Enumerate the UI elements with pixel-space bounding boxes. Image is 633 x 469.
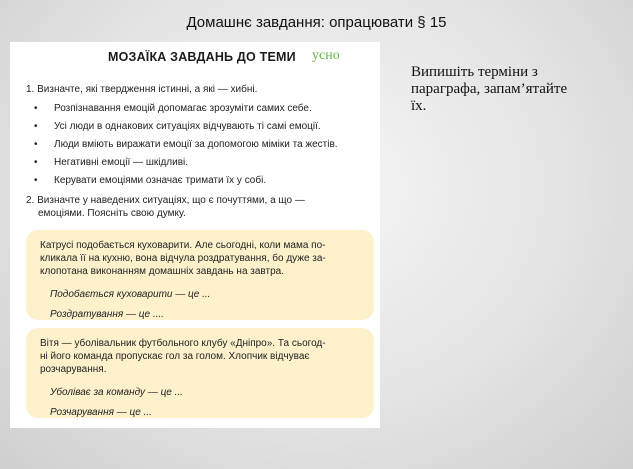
situation-1-line-2: кликала її на кухню, вона відчула роздратування, бо дуже за- bbox=[40, 253, 326, 265]
side-note-line-1: Випишіть терміни з bbox=[411, 64, 538, 80]
statement-item: • Негативні емоції — шкідливі. bbox=[26, 156, 376, 174]
side-note bbox=[411, 64, 611, 115]
side-note-line-3: їх. bbox=[411, 98, 427, 114]
situation-1-line-1: Катрусі подобається куховарити. Але сьогодні, коли мама по- bbox=[40, 240, 326, 251]
situation-1-answer-1: Подобається куховарити — це ... bbox=[50, 288, 211, 300]
statement-item: • Керувати емоціями означає тримати їх у собі. bbox=[26, 174, 376, 192]
slide-title: Домашнє завдання: опрацювати § 15 bbox=[186, 14, 447, 31]
situation-2-answer-2: Розчарування — це ... bbox=[50, 406, 152, 418]
statement-item: • Розпізнавання емоцій допомагає зрозуміти самих себе. bbox=[26, 102, 376, 120]
statement-list bbox=[26, 102, 376, 192]
oral-tag: усно bbox=[312, 48, 340, 63]
situation-2-line-3: розчарування. bbox=[40, 364, 107, 376]
situation-2-line-1: Вітя — уболівальник футбольного клубу «Дніпро». Та сьогод- bbox=[40, 338, 326, 349]
task-card bbox=[10, 42, 380, 428]
card-header bbox=[10, 48, 380, 68]
situation-2-answer-1: Уболіває за команду — це ... bbox=[50, 386, 183, 398]
situation-box-2 bbox=[26, 328, 374, 418]
situation-1-line-3: клопотана виконанням домашніх завдань на завтра. bbox=[40, 266, 285, 278]
task-2-line-1: 2. Визначте у наведених ситуаціях, що є почуттями, а що — bbox=[26, 195, 305, 206]
situation-box-1 bbox=[26, 230, 374, 320]
side-note-line-2: параграфа, запам’ятайте bbox=[411, 81, 568, 97]
task-1-text: 1. Визначте, які твердження істинні, а які — хибні. bbox=[26, 84, 258, 95]
situation-1-answer-2: Роздратування — це .... bbox=[50, 308, 164, 320]
card-title: МОЗАЇКА ЗАВДАНЬ ДО ТЕМИ bbox=[108, 50, 296, 64]
task-2-line-2: емоціями. Поясніть свою думку. bbox=[38, 208, 186, 219]
statement-item: • Люди вміють виражати емоції за допомогою міміки та жестів. bbox=[26, 138, 376, 156]
task-2-text bbox=[26, 194, 378, 220]
statement-item: • Усі люди в однакових ситуаціях відчувають ті самі емоції. bbox=[26, 120, 376, 138]
situation-2-line-2: ні його команда пропускає гол за голом. Хлопчик відчуває bbox=[40, 351, 310, 363]
